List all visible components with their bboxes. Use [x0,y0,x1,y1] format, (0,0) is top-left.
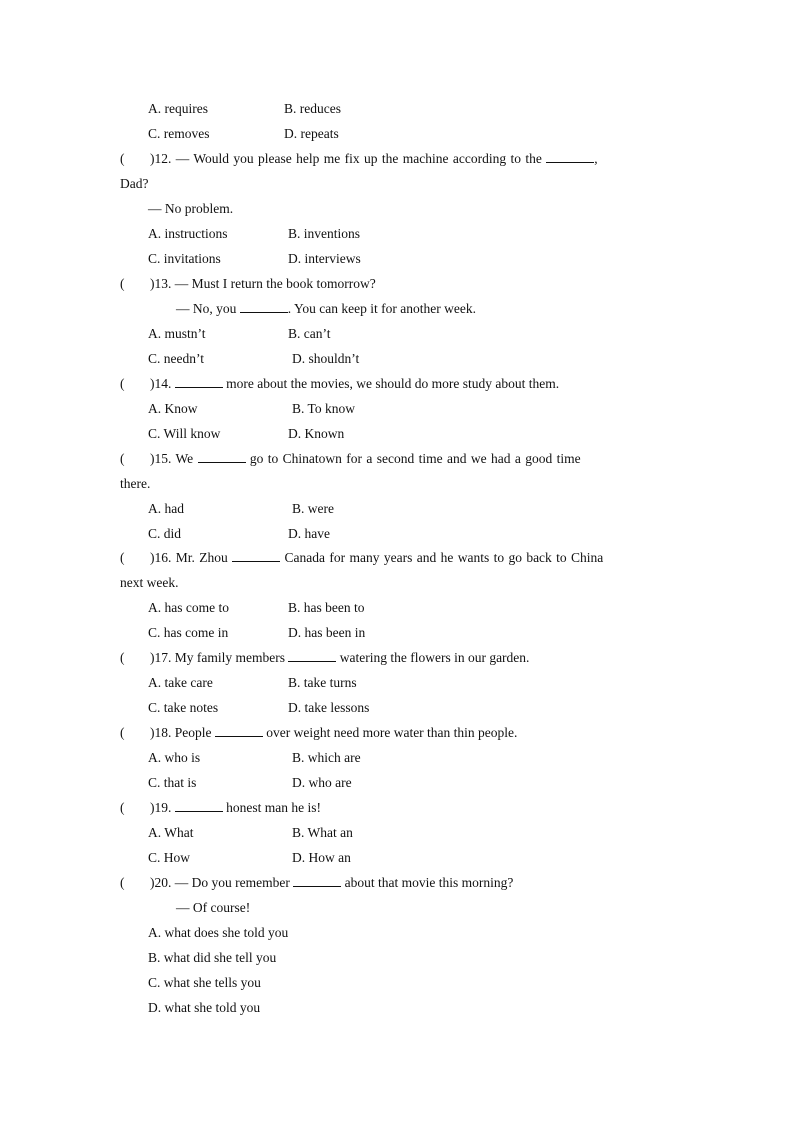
q13-option-a: A. mustn’t [148,326,206,341]
q16-text: Mr. Zhou [175,550,228,565]
q20-text-end: about that movie this morning? [344,875,514,890]
q19-option-b: B. What an [292,825,353,840]
q13-stem [120,275,376,293]
q20-text: — Do you remember [174,875,290,890]
q15-option-c: C. did [148,526,182,541]
q17-option-a: A. take care [148,675,213,690]
q12-answer-paren-open: ( [120,151,125,166]
q20-option-d: D. what she told you [148,1000,261,1015]
q15-option-d: D. have [288,526,330,541]
q20-answer-paren-open: ( [120,875,125,890]
q17-number: )17. [150,650,172,665]
q18-blank [215,724,263,737]
q16-stem [120,549,673,567]
q11-option-d: D. repeats [284,126,339,141]
q20-blank [293,874,341,887]
q13-answer-paren-open: ( [120,276,125,291]
q12-stem-continued: Dad? [120,176,149,191]
q19-number: )19. [150,800,172,815]
q14-stem [120,375,559,393]
q17-answer-paren-open: ( [120,650,125,665]
q16-answer-paren-open: ( [120,550,125,565]
q12-option-c: C. invitations [148,251,221,266]
q17-option-c: C. take notes [148,700,219,715]
q18-text-end: over weight need more water than thin people. [266,725,518,740]
q13-reply-start: — No, you [176,301,237,316]
q13-blank [240,300,288,313]
q11-option-c: C. removes [148,126,210,141]
q12-number: )12. [150,151,172,166]
q13-reply [176,300,476,318]
q14-option-b: B. To know [292,401,355,416]
q14-text: more about the movies, we should do more study about them. [226,376,560,391]
q14-number: )14. [150,376,172,391]
q16-number: )16. [150,550,172,565]
q15-text-end: go to Chinatown for a second time and we had a good time [249,451,581,466]
q18-answer-paren-open: ( [120,725,125,740]
q16-option-a: A. has come to [148,600,229,615]
q15-option-b: B. were [292,501,334,516]
q18-option-a: A. who is [148,750,201,765]
q16-option-d: D. has been in [288,625,366,640]
q17-text: My family members [174,650,285,665]
q15-text: We [175,451,194,466]
q19-option-a: A. What [148,825,194,840]
q17-option-b: B. take turns [288,675,357,690]
q20-option-b: B. what did she tell you [148,950,277,965]
q19-text: honest man he is! [226,800,321,815]
q17-blank [288,649,336,662]
q18-number: )18. [150,725,172,740]
q19-answer-paren-open: ( [120,800,125,815]
q12-blank [546,150,594,163]
q12-option-b: B. inventions [288,226,361,241]
q20-option-a: A. what does she told you [148,925,289,940]
q19-option-c: C. How [148,850,191,865]
q14-option-c: C. Will know [148,426,221,441]
q19-stem [120,799,321,817]
q13-number: )13. [150,276,172,291]
q12-option-a: A. instructions [148,226,228,241]
q18-option-c: C. that is [148,775,197,790]
q13-option-c: C. needn’t [148,351,204,366]
q12-reply: — No problem. [148,201,234,216]
q17-option-d: D. take lessons [288,700,370,715]
q17-stem [120,649,529,667]
q15-number: )15. [150,451,172,466]
q16-stem-continued: next week. [120,575,179,590]
q14-option-d: D. Known [288,426,345,441]
q20-number: )20. [150,875,172,890]
q15-blank [198,450,246,463]
q16-option-b: B. has been to [288,600,365,615]
q16-text-end: Canada for many years and he wants to go back to China [284,550,604,565]
q12-stem [120,150,673,168]
q14-blank [175,375,223,388]
q19-option-d: D. How an [292,850,351,865]
q12-text: — Would you please help me fix up the machine according to the [175,151,542,166]
q18-text: People [174,725,212,740]
q15-stem-continued: there. [120,476,151,491]
q19-blank [175,799,223,812]
q15-stem [120,450,673,468]
q16-blank [232,549,280,562]
q17-text-end: watering the flowers in our garden. [339,650,530,665]
q18-option-d: D. who are [292,775,352,790]
q15-option-a: A. had [148,501,184,516]
q12-option-d: D. interviews [288,251,361,266]
q13-option-b: B. can’t [288,326,331,341]
q18-option-b: B. which are [292,750,361,765]
q12-text-end: , [594,151,598,166]
q14-answer-paren-open: ( [120,376,125,391]
q11-option-b: B. reduces [284,101,341,116]
q13-option-d: D. shouldn’t [292,351,360,366]
q20-option-c: C. what she tells you [148,975,261,990]
q14-option-a: A. Know [148,401,198,416]
q18-stem [120,724,517,742]
q16-option-c: C. has come in [148,625,229,640]
q13-text: — Must I return the book tomorrow? [174,276,376,291]
q20-reply: — Of course! [176,900,251,915]
q15-answer-paren-open: ( [120,451,125,466]
q20-stem [120,874,513,892]
q11-option-a: A. requires [148,101,208,116]
q13-reply-end: . You can keep it for another week. [287,301,476,316]
